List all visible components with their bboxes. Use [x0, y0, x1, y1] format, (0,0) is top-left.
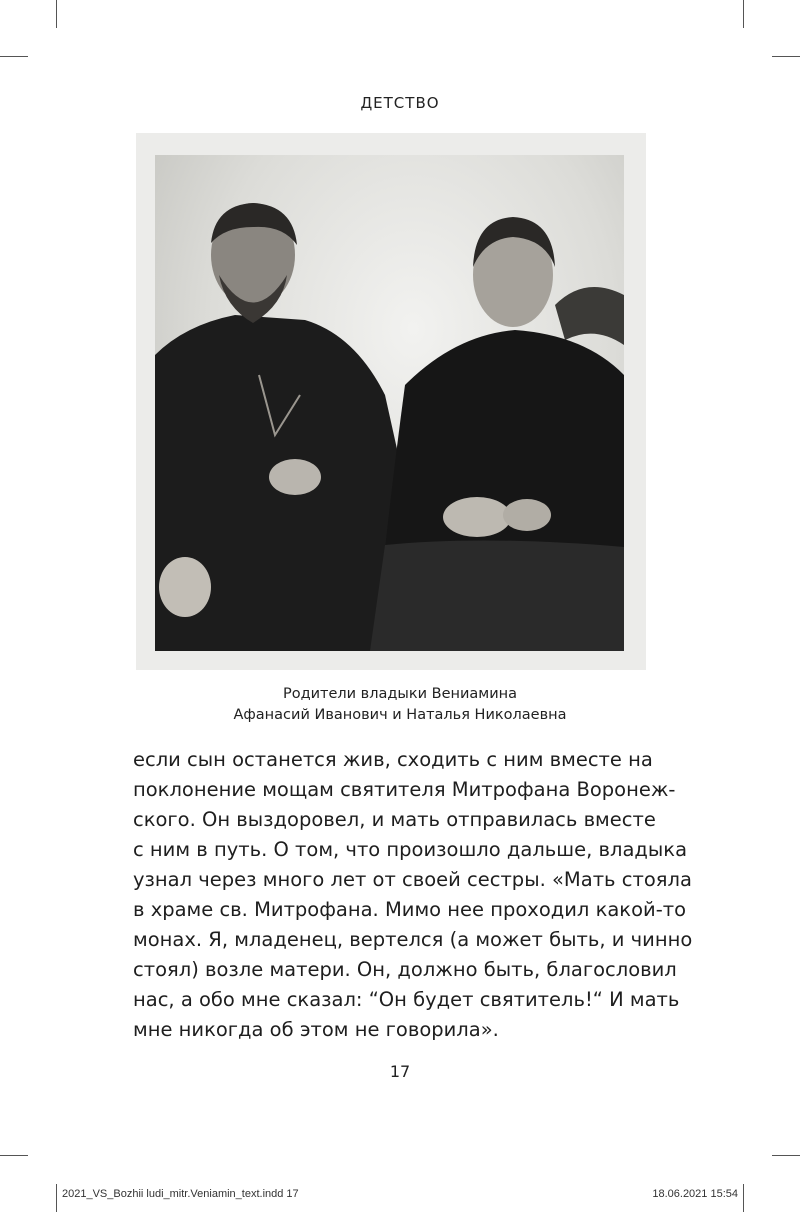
crop-mark-top-left-h [0, 56, 28, 57]
caption-line-1: Родители владыки Вениамина [282, 686, 518, 702]
body-line: если сын останется жив, сходить с ним вместе на [133, 748, 653, 771]
crop-mark-bottom-right-h [772, 1155, 800, 1156]
body-line: монах. Я, младенец, вертелся (а может быть, и чинно [133, 928, 693, 951]
photo-caption [0, 684, 800, 726]
body-text [133, 745, 693, 1045]
body-line: нас, а обо мне сказал: “Он будет святитель!“ И мать [133, 988, 680, 1011]
body-line: с ним в путь. О том, что произошло дальше, владыка [133, 838, 688, 861]
crop-mark-top-left [56, 0, 57, 28]
body-line: в храме св. Митрофана. Мимо нее проходил какой-то [133, 898, 687, 921]
body-line: стоял) возле матери. Он, должно быть, благословил [133, 958, 677, 981]
crop-mark-bottom-right [743, 1184, 744, 1212]
caption-line-2: Афанасий Иванович и Наталья Николаевна [233, 707, 567, 723]
crop-mark-bottom-left [56, 1184, 57, 1212]
crop-mark-bottom-left-h [0, 1155, 28, 1156]
crop-mark-top-right [743, 0, 744, 28]
crop-mark-top-right-h [772, 56, 800, 57]
body-line: мне никогда об этом не говорила». [133, 1018, 499, 1041]
body-line: поклонение мощам святителя Митрофана Воронеж- [133, 778, 676, 801]
parents-photo [155, 155, 624, 651]
body-line: ского. Он выздоровел, и мать отправилась вместе [133, 808, 656, 831]
slug-filename: 2021_VS_Bozhii ludi_mitr.Veniamin_text.indd 17 [62, 1188, 299, 1200]
page-number: 17 [389, 1062, 411, 1081]
body-line: узнал через много лет от своей сестры. «Мать стояла [133, 868, 692, 891]
slug-datetime: 18.06.2021 15:54 [652, 1188, 738, 1200]
running-head: ДЕТСТВО [360, 94, 440, 112]
